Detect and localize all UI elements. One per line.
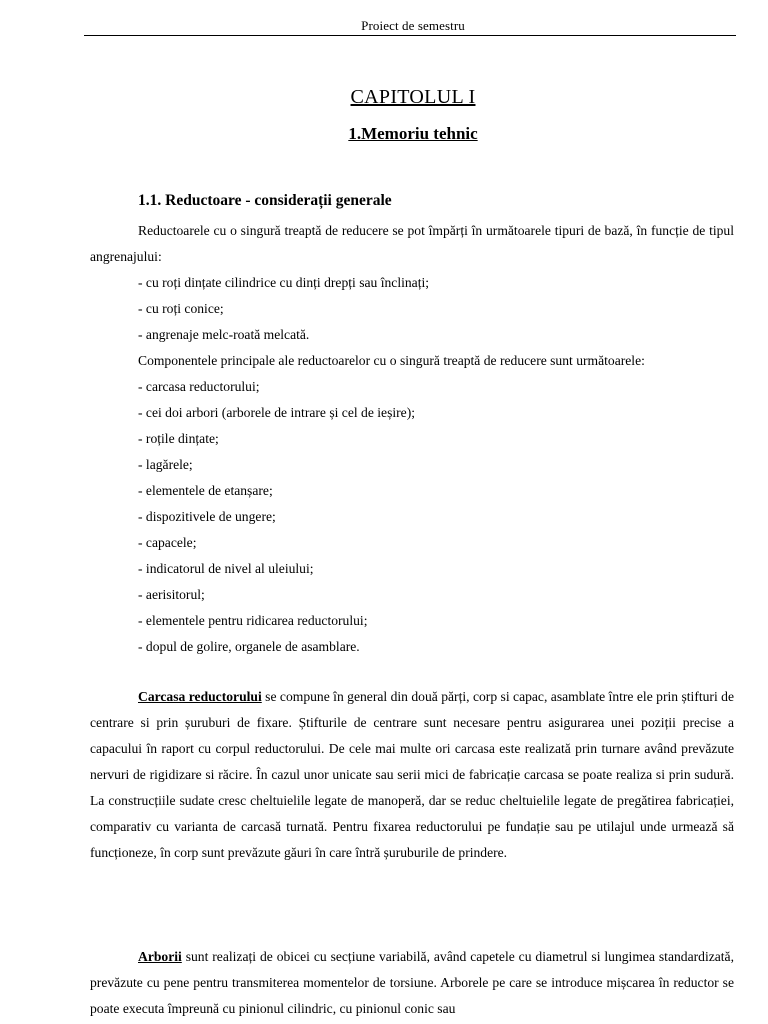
gear-type-item: - angrenaje melc-roată melcată.	[138, 327, 310, 342]
header-rule	[84, 35, 736, 36]
carcasa-text: se compune în general din două părți, corp si capac, asamblate între ele prin știfturi de centrare si prin șuruburi de fixare. Știfturile de centrare sunt necesare pentru asigurarea unei poziții precise a capacului în raport cu corpul reductorului. De cele mai multe ori carcasa este realizată prin turnare având prevăzute nervuri de rigidizare si răcire. În cazul unor unicate sau serii mici de fabricație carcasa se poate realiza si prin sudură. La construcțiile sudate cresc cheltuielile legate de manoperă, dar se reduc cheltuielile legate de pregătirea fabricației, comparativ cu varianta de carcasă turnată. Pentru fixarea reductorului pe fundație sau pe utilajul unde urmează să funcționeze, în corp sunt prevăzute găuri în care întră șuruburile de prindere.	[90, 689, 734, 860]
component-item: - elementele pentru ridicarea reductorului;	[138, 613, 368, 628]
intro-paragraph: Reductoarele cu o singură treaptă de reducere se pot împărți în următoarele tipuri de bază, în funcție de tipul angrenajului:	[90, 223, 734, 264]
component-item: - capacele;	[138, 535, 197, 550]
running-header: Proiect de semestru	[361, 18, 465, 33]
carcasa-block	[90, 684, 734, 866]
chapter-title: CAPITOLUL I	[350, 86, 476, 108]
component-item: - roțile dințate;	[138, 431, 219, 446]
gear-type-item: - cu roți conice;	[138, 301, 224, 316]
carcasa-term: Carcasa reductorului	[138, 689, 262, 704]
component-item: - indicatorul de nivel al uleiului;	[138, 561, 314, 576]
component-item: - cei doi arbori (arborele de intrare și cel de ieșire);	[138, 405, 416, 420]
intro-block	[90, 218, 734, 660]
component-item: - lagărele;	[138, 457, 193, 472]
section-title: 1.Memoriu tehnic	[348, 124, 478, 143]
subsection-title: 1.1. Reductoare - considerații generale	[138, 192, 392, 209]
arbori-text: sunt realizați de obicei cu secțiune variabilă, având capetele cu diametrul si lungimea standardizată, prevăzute cu pene pentru transmiterea momentelor de torsiune. Arborele pe care se introduce mișcarea în reductor se poate executa împreună cu pinionul cilindric, cu pinionul conic sau	[90, 949, 734, 1016]
component-item: - aerisitorul;	[138, 587, 205, 602]
arbori-term: Arborii	[138, 949, 182, 964]
gear-type-item: - cu roți dințate cilindrice cu dinți drepți sau înclinați;	[138, 275, 430, 290]
component-item: - carcasa reductorului;	[138, 379, 260, 394]
arbori-paragraph	[90, 944, 734, 1022]
component-item: - elementele de etanșare;	[138, 483, 273, 498]
component-item: - dispozitivele de ungere;	[138, 509, 276, 524]
components-intro: Componentele principale ale reductoarelor cu o singură treaptă de reducere sunt următoarele:	[138, 353, 645, 368]
component-item: - dopul de golire, organele de asamblare.	[138, 639, 360, 654]
carcasa-paragraph	[90, 684, 734, 866]
arbori-block	[90, 944, 734, 1022]
